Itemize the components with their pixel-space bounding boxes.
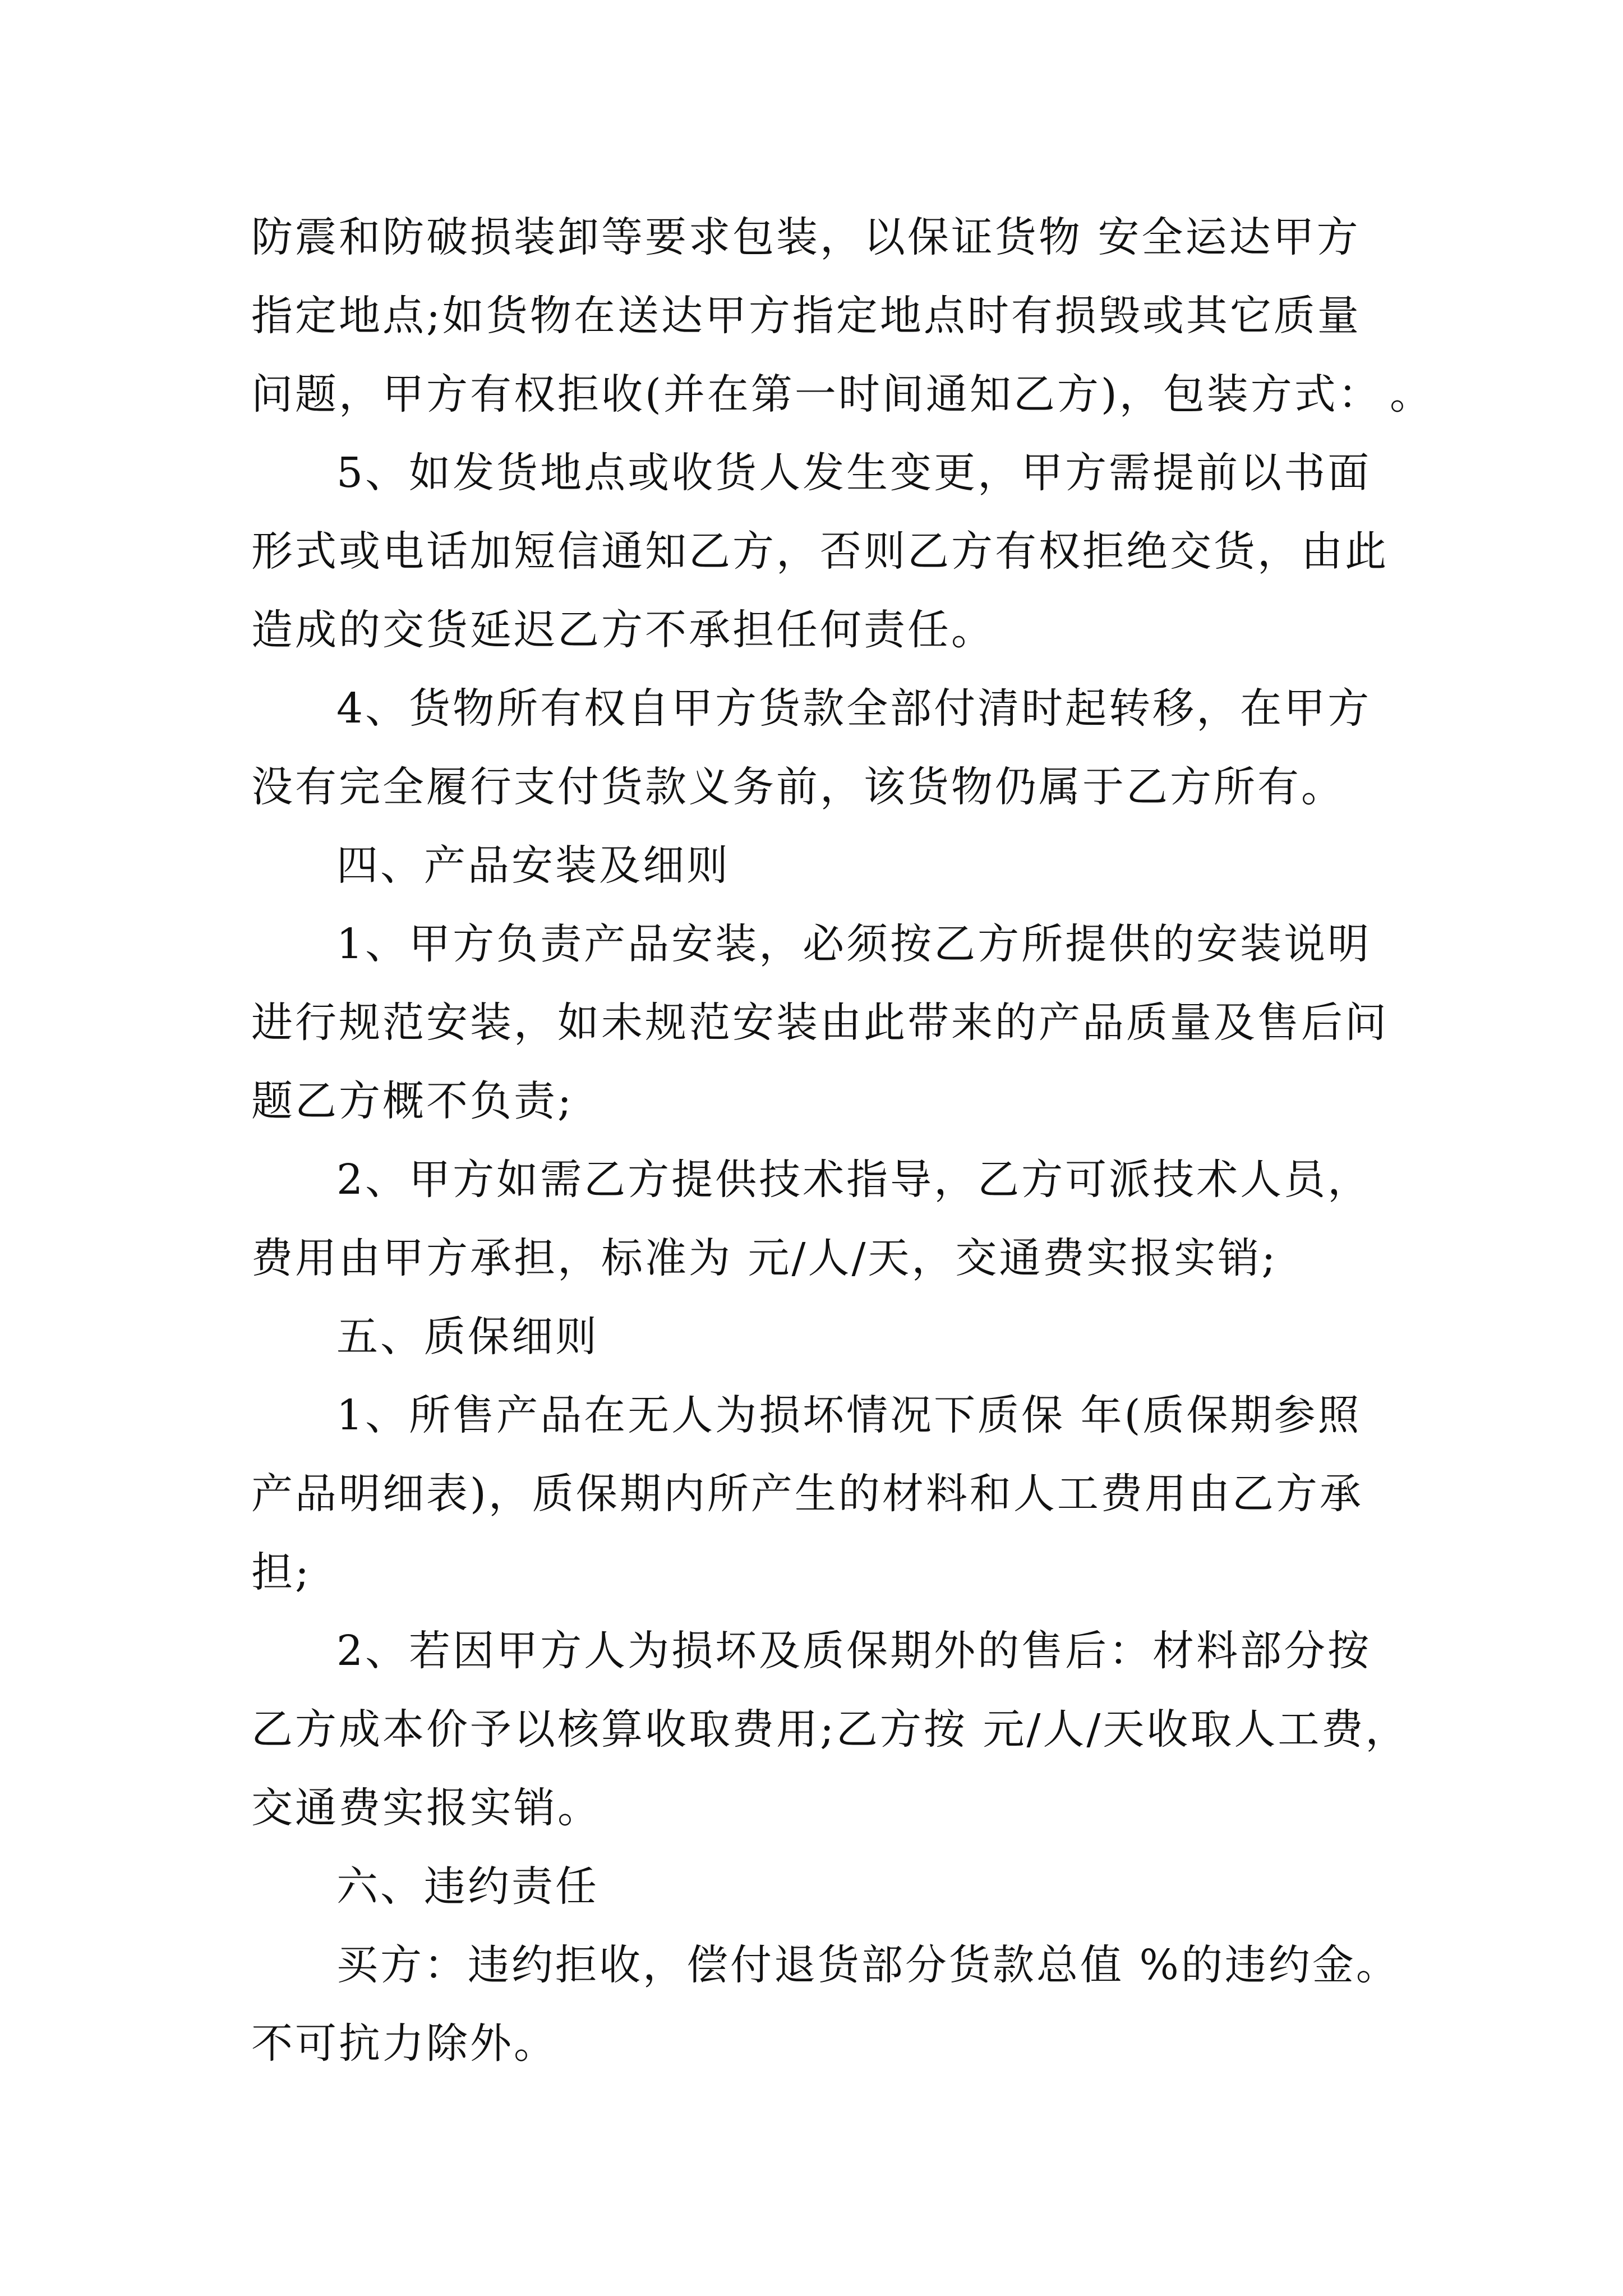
text-line: 形式或电话加短信通知乙方，否则乙方有权拒绝交货，由此 bbox=[251, 527, 1389, 576]
text-line: 造成的交货延迟乙方不承担任何责任。 bbox=[251, 606, 995, 654]
section-heading: 四、产品安装及细则 bbox=[336, 841, 730, 890]
section-heading: 六、违约责任 bbox=[336, 1862, 599, 1911]
section-heading: 五、质保细则 bbox=[336, 1313, 599, 1361]
text-line: 。 bbox=[1390, 370, 1433, 418]
text-line: 交通费实报实销。 bbox=[251, 1784, 601, 1832]
text-line: 题乙方概不负责; bbox=[251, 1077, 574, 1125]
text-line: 费用由甲方承担，标准为 元/人/天，交通费实报实销; bbox=[251, 1234, 1278, 1282]
text-line: 5、如发货地点或收货人发生变更，甲方需提前以书面 bbox=[336, 449, 1372, 497]
text-line: 问题，甲方有权拒收(并在第一时间通知乙方)，包装方式： bbox=[251, 370, 1382, 418]
text-line: 买方：违约拒收，偿付退货部分货款总值 %的违约金。 bbox=[336, 1941, 1400, 1989]
text-line: 担; bbox=[251, 1548, 311, 1596]
text-line: 不可抗力除外。 bbox=[251, 2019, 557, 2068]
text-line: 4、货物所有权自甲方货款全部付清时起转移，在甲方 bbox=[336, 684, 1372, 733]
text-line: 2、甲方如需乙方提供技术指导，乙方可派技术人员， bbox=[336, 1156, 1372, 1204]
text-line: 没有完全履行支付货款义务前，该货物仍属于乙方所有。 bbox=[251, 763, 1345, 811]
text-line: 指定地点;如货物在送达甲方指定地点时有损毁或其它质量 bbox=[251, 292, 1361, 340]
text-line: 2、若因甲方人为损坏及质保期外的售后：材料部分按 bbox=[336, 1627, 1372, 1675]
text-line: 乙方成本价予以核算收取费用;乙方按 元/人/天收取人工费， bbox=[251, 1705, 1409, 1754]
text-line: 防震和防破损装卸等要求包装，以保证货物 安全运达甲方 bbox=[251, 213, 1361, 261]
text-line: 1、甲方负责产品安装，必须按乙方所提供的安装说明 bbox=[336, 920, 1372, 968]
text-line: 产品明细表)，质保期内所产生的材料和人工费用由乙方承 bbox=[251, 1470, 1363, 1518]
text-line: 进行规范安装，如未规范安装由此带来的产品质量及售后问 bbox=[251, 999, 1389, 1047]
text-line: 1、所售产品在无人为损坏情况下质保 年(质保期参照 bbox=[336, 1391, 1362, 1439]
